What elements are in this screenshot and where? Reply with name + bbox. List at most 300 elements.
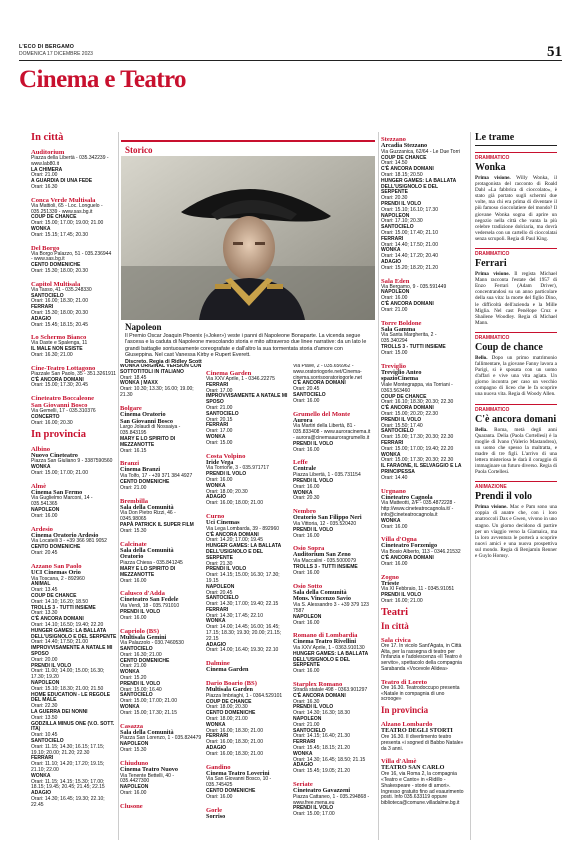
film-title: WONKA ORIGINAL VERSION CON SOTTOTITOLI IN ITALIANO [120, 364, 202, 375]
venue-info: Piazza San Lorenzo, 1 - 035.824479 [120, 735, 202, 742]
venue-info: Via Palazzolo - 030.7460530 [120, 640, 184, 647]
showtimes: Orari: 15.30 [120, 527, 147, 534]
venue-name: Del Borgo [31, 244, 60, 252]
showtimes: Orari: 16.00; 20.30 [31, 419, 73, 426]
showtimes: Orari: 15.20; 18.20; 21.20 [381, 264, 438, 271]
venue-info: Via Vittoria, 12 - 035.520420 [293, 520, 357, 527]
review-genre: ANIMAZIONE [475, 481, 557, 490]
film-title: PRENDI IL VOLO [293, 440, 334, 447]
film-title: HOME EDUCATION - LE REGOLE DEL MALE [31, 691, 111, 704]
venue-name: Multisala Garden [206, 686, 253, 694]
showtimes: Orari: 16.00 [293, 397, 320, 404]
venue-info: Via XXV Aprile, 1 - 0363.910130 [293, 645, 365, 652]
venue-name: Sorriso [206, 812, 226, 820]
showtimes: Orari: 16.00; 18.30; 21.00 [31, 298, 88, 305]
showtimes: Orari: 15.00; 17.00 [293, 811, 335, 818]
showtimes: Orari: 18.15; 20.50 [381, 171, 423, 178]
showtimes: Orari: 16.30; 21.00 [31, 351, 73, 358]
featured-film-synopsis [125, 333, 371, 365]
venue-info: Ore 16, via Roma 2, la compagnia «Teatro e Canto» in «Ridillo - Shakespeare - storie di amori». Ingresso gratuito fino ad esaurimento posti. Info 035.633119 oppure biblioteca@comune.villadalme.bg.it [381, 771, 464, 807]
film-title: NAPOLEON [381, 289, 410, 296]
showtimes: Orari: 14.15; 15.00; 16.30; 17.30; 19.15 [206, 572, 280, 584]
film-title: FERRARI [31, 755, 54, 762]
city-name: Torre Boldone [381, 319, 422, 327]
venue-name: Auditorium [31, 149, 65, 156]
showtimes: Orari: 16.00; 18.30; 21.00 [206, 750, 263, 757]
venue-name: Arcadia Stezzano [381, 142, 428, 149]
film-title: WONKA [206, 433, 226, 440]
venue-name: Auditorium San Zeno [293, 551, 351, 559]
review-rating: Prima visione. [475, 271, 515, 278]
showtimes: Orari: 15.00; 17.00; 21.00 [120, 698, 177, 705]
venue-info: Via Verdi, 18 - 035.791010 [120, 603, 180, 610]
showtimes: Orari: 16.00 [293, 483, 320, 490]
film-title: NAPOLEON [31, 507, 60, 514]
venue-info: Via Maccalini - 035.5000079 [293, 558, 357, 565]
venue-info: Via XI Febbraio, 11 - 0345.91051 [381, 586, 455, 593]
film-title: WONKA [31, 772, 51, 779]
venue-name: Sala della Comunità Mons. Vincenzo Savio [293, 588, 351, 603]
venue-name: TEATRO DEGLI STORTI [381, 727, 453, 735]
review-rating: Prima visione. [475, 175, 517, 181]
film-title: FERRARI [206, 422, 229, 429]
film-title: C'È ANCORA DOMANI [31, 616, 84, 623]
film-title: NAPOLEON [120, 784, 149, 791]
city-name: Capriolo (BS) [120, 627, 160, 635]
column-divider [378, 132, 379, 840]
venue-info: Via Toscana, 2 - 892960 [31, 575, 85, 582]
city-name: Brembilla [120, 497, 149, 505]
showtimes: Orari: 14.40; 17.20; 20.40 [381, 253, 438, 260]
film-title: CENTO DOMENICHE [120, 478, 170, 485]
category-heading: In città [31, 132, 64, 143]
film-title: COUP DE CHANCE [31, 593, 77, 600]
showtimes: Orari: 14.30; 16.30; 18.30 [293, 710, 350, 717]
city-name: Curno [206, 512, 225, 520]
film-title: PRENDI IL VOLO [293, 526, 334, 533]
city-name: Villa d'Almè [381, 758, 417, 766]
showtimes: Orari: 15.00; 17.30; 20.30; 22.30 [381, 457, 454, 464]
showtimes: Orari: 15.00 [381, 349, 408, 356]
film-title: PRENDI IL VOLO [293, 704, 334, 711]
film-title: CENTO DOMENICHE [120, 657, 170, 664]
review-genre: DRAMMATICO [475, 332, 557, 341]
showtimes: Orari: 16.00 [293, 532, 320, 539]
venue-name: Sala della Comunità [120, 728, 174, 736]
reviews-sidebar [475, 132, 557, 840]
sidebar-title: Le trame [475, 132, 557, 146]
city-name: Bolgare [120, 404, 142, 412]
listings-column-3 [206, 364, 291, 840]
showtimes: Orari: 15.10; 16.10; 17.30 [381, 206, 438, 213]
showtimes: Orari: 15.00; 17.30; 20.45 [31, 382, 88, 389]
review-text: Prima visione. Il regista Michael Mann racconta l'estate del 1957 di Enzo Ferrari (Adam Driver), concentrandosi su un anno particolare della sua vita: la morte del figlio Dino, le difficoltà dell'azienda e la Mille Miglia. Nel cast Penélope Cruz e Shailene Woodley. Regia di Michael Mann. [475, 271, 557, 326]
film-title: COUP DE CHANCE [206, 698, 252, 705]
review-title: Wonka [475, 162, 506, 173]
film-title: COUP DE CHANCE [31, 214, 77, 221]
showtimes: Orari: 20.45 [293, 386, 320, 393]
review-title: Ferrari [475, 258, 507, 270]
film-title: MARY E LO SPIRITO DI MEZZANOTTE [120, 435, 176, 448]
review-text: Prima visione. Mac e Pam sono una coppia di anatre che, con i loro anatroccoli Dax e Gwen, vivono in uno stagno. Un giorno decidono di partire per un viaggio verso la Giamaica, ma la loro avventura le porterà a scoprire nuovi amici e una nuova prospettiva sul mondo. Regia di Benjamin Renner e Guylo Homsy. [475, 504, 557, 560]
venue-info: Strada statale 498 - 0363.901297 [293, 687, 368, 694]
showtimes: Orari: 20.45 [31, 550, 58, 557]
showtimes: Orari: 15.45; 19.05; 21.20 [293, 768, 350, 775]
venue-name: UCI Cinemas Orio [31, 568, 81, 576]
film-title: CENTO DOMENICHE [206, 788, 256, 795]
venue-info: Via Locatelli 3 - +39 366 981 9052 [31, 538, 107, 545]
showtimes: Orari: 15.00; 17.00; 21.00 [31, 469, 88, 476]
film-title: SANTOCIELO [120, 692, 153, 699]
review-genre: DRAMMATICO [475, 152, 557, 161]
film-title: C'È ANCORA DOMANI [381, 166, 434, 173]
film-title: SANTOCIELO [120, 646, 153, 653]
showtimes: Orari: 15.00; 20.20; 22.30 [381, 411, 438, 418]
venue-name: Trieste [381, 579, 400, 587]
city-name: Casazza [120, 722, 144, 730]
city-name: Chiuduno [120, 759, 149, 767]
city-name: Gandino [206, 763, 231, 771]
city-name: Almè [31, 482, 47, 490]
film-title: SANTOCIELO [31, 292, 64, 299]
showtimes: Orari: 20.30 [293, 495, 320, 502]
showtimes: Orari: 16.00 [120, 614, 147, 621]
venue-info: Via Bosio Alberto, 113 - 0346.21532 [381, 549, 461, 556]
showtimes: Orari: 16.10; 18.30; 20.30; 22.30 [381, 399, 454, 406]
showtimes: Orari: 16.00 [293, 619, 320, 626]
showtimes: Orari: 20.15 [206, 416, 233, 423]
showtimes: Orari: 20.45 [206, 589, 233, 596]
showtimes: Orari: 20.30 [381, 195, 408, 202]
showtimes: Orari: 15.45; 18.15; 21.20 [293, 745, 350, 752]
showtimes: Orari: 21.00 [381, 306, 408, 313]
venue-info: Via Tenente Bettelli, 40 - 035.4427300 [120, 772, 175, 785]
film-title: WONKA [31, 464, 51, 471]
venue-name: Lo Schermo Bianco [31, 334, 87, 342]
film-title: CENTO DOMENICHE [206, 710, 256, 717]
review-text: Bello. Dopo un primo matrimonio fallimentare, la giovane Fanny lavora a Parigi, si è sposata con un uomo d'affari e vive una vita agiata. Un giorno incontra per caso un vecchio compagno di liceo che le fa scoprire una nuova vita. Regia di Woody Allen. [475, 354, 557, 398]
city-name: Albino [31, 445, 51, 453]
showtimes: Orari: 15.00; 17.00; 19.00; 21.00 [31, 220, 104, 227]
city-name: Branzi [120, 460, 140, 468]
showtimes: Orari: 15.00; 17.40; 21.10 [381, 229, 438, 236]
venue-name: Conca Verde Multisala [31, 196, 96, 204]
city-name: Osio Sotto [293, 582, 323, 590]
film-title: PRENDI IL VOLO [31, 662, 72, 669]
film-title: WONKA [120, 669, 140, 676]
showtimes: Orari: 16.00 [381, 560, 408, 567]
showtimes: Orari: 21.00 [31, 172, 58, 179]
city-name: Nembro [293, 508, 316, 516]
venue-info: Via Tolfo, 17 - +39 371 384 4927 [120, 473, 193, 480]
film-title: WONKA [206, 618, 226, 625]
showtimes: Orari: 16.00; 18.30; 21.00 [206, 727, 263, 734]
showtimes: Orari: 16.00; 21.00 [381, 598, 423, 604]
showtimes: Orari: 13.30 [31, 610, 58, 617]
film-title: COUP DE CHANCE [381, 393, 427, 400]
city-name: Costa Volpino [206, 452, 246, 460]
city-name: Grumello del Monte [293, 410, 351, 418]
showtimes: Orari: 16.30 [293, 698, 320, 705]
showtimes: Orari: 21.30 [206, 560, 233, 567]
venue-info: Piazza Chiesa - 035.841245 [120, 560, 183, 567]
featured-film-photo [121, 156, 375, 320]
venue-name: Sala della Comunità Oratorio [120, 546, 174, 561]
film-title: SANTOCIELO [293, 727, 326, 734]
film-title: HUNGER GAMES: LA BALLATA DELL'USIGNOLO E DEL SERPENTE [381, 177, 456, 196]
showtimes: Orari: 15.15; 17.45; 20.30 [31, 231, 88, 238]
film-title: WONKA [293, 489, 313, 496]
showtimes: Orari: 14.50 [381, 160, 408, 167]
film-title: PRENDI IL VOLO [120, 608, 161, 615]
film-title: IL MALE NON ESISTE [31, 346, 83, 353]
showtimes: Orari: 16.00 [381, 295, 408, 302]
showtimes: Orari: 15.00 [206, 439, 233, 446]
venue-info: Piazza Libertà, 1 - 035.731154 [293, 472, 361, 479]
header-rule [19, 60, 562, 61]
venue-name: Centrale [293, 465, 317, 473]
film-title: WONKA [206, 482, 226, 489]
film-title: LA CHIMERA [31, 166, 63, 173]
showtimes: Orari: 14.00; 14.45; 16.00; 16.45; 17.15; 18.30; 19.30; 20.00; 21.15; 22.15 [206, 624, 282, 642]
showtimes: Orari: 14.30; 17.45; 22.10 [206, 612, 263, 619]
film-title: WONKA [381, 451, 401, 458]
listings-column-2 [120, 364, 204, 840]
showtimes: Orari: 15.30 [120, 747, 147, 754]
showtimes: Orari: 17.10; 20.30 [381, 218, 423, 225]
venue-name: Cinema Garden [206, 370, 252, 377]
film-title: WONKA [31, 225, 51, 232]
venue-info: Via Daste e Spalenga, 11 [31, 340, 88, 347]
venue-info: Piazza San Giuliano 9 - 3387590560 [31, 458, 113, 465]
showtimes: Orari: 15.00; 16.40 [120, 686, 162, 693]
venue-name: Teatro di Loreto [381, 678, 428, 686]
showtimes: Orari: 16.30 [31, 183, 58, 190]
showtimes: Orari: 21.00 [293, 721, 320, 728]
film-title: ADAGIO [293, 762, 313, 769]
film-title: CONCERTO [31, 413, 60, 420]
page-header [19, 0, 562, 93]
venue-info: Via Gemelli, 17 - 035.310376 [31, 408, 96, 415]
film-title: SANTOCIELO [381, 428, 414, 435]
film-title: MARY E LO SPIRITO DI MEZZANOTTE [120, 565, 176, 578]
city-name: Urgnano [381, 487, 406, 495]
film-title: WONKA [206, 721, 226, 728]
film-title: NAPOLEON [293, 613, 322, 620]
review-title: Prendi il volo [475, 491, 533, 503]
film-title: PRENDI IL VOLO [206, 471, 247, 478]
showtimes: Orari: 14.30; 16.45; 19.30; 22.10; 22.45 [31, 795, 105, 808]
venue-info: Via Guglielmo Marconi, 14 - 035.541365 [31, 495, 93, 508]
listings-column-1 [31, 130, 117, 840]
showtimes: Orari: 16.00 [206, 476, 233, 483]
showtimes: Orari: 21.00 [206, 404, 233, 411]
newspaper-name: L'ECO DI BERGAMO [19, 44, 75, 50]
film-title: ANIMAL [31, 581, 51, 588]
film-title: WONKA [120, 704, 140, 711]
film-title: PRENDI IL VOLO [381, 200, 422, 207]
film-title: HUNGER GAMES: LA BALLATA DELL'USIGNOLO E DEL SERPENTE [31, 627, 117, 640]
film-title: NAPOLEON [206, 583, 235, 590]
venue-name: Cine-Teatro Lottagono [31, 364, 96, 372]
venue-info: Largo Jolaudi di Nossaiya - 035.843195 [120, 424, 181, 437]
film-title: FERRARI [293, 739, 316, 746]
category-heading: In provincia [381, 705, 429, 716]
city-name: Zogno [381, 573, 399, 581]
venue-info: Ore 17. In vicolo Sant'Agata, in Città Alta, per la rassegna di teatro per l'infanzia e l'adolescenza «Il Teatro è servito», spettacolo della compagnia Sarabanda «Vocevole Alidea» [381, 642, 463, 672]
column-divider [470, 132, 471, 840]
film-title: SANTOCIELO [206, 410, 239, 417]
venue-name: Cinema Garden [206, 666, 249, 674]
film-title: FERRARI [206, 606, 229, 613]
film-title: FERRARI [381, 440, 404, 447]
city-name: Stezzano [381, 136, 406, 143]
venue-info: Via Tasso, 41 - 035.248330 [31, 286, 92, 293]
film-title: SANTOCIELO [206, 595, 239, 602]
film-title: NAPOLEON [293, 716, 322, 723]
venue-info: Via Matteotti, 2/F - 035.4872228 - http://www.cineteatrocagnola.it/ - info@cineteatrocagnola.it [381, 500, 456, 519]
city-name: Alzano Lombardo [381, 721, 433, 729]
showtimes: Orari: 16.00; 18.30; 21.00 [206, 739, 263, 746]
venue-info: Via XXV Aprile, 1 - 0346.22275 [206, 376, 275, 382]
showtimes: Orari: 11.10; 14.20; 17.20; 19.15; 21.10; 22.00 [31, 761, 105, 773]
venue-name: Cinema Oratorio Ardesio [31, 531, 99, 539]
showtimes: Orari: 15.00; 17.00; 19.40; 22.20 [381, 445, 454, 452]
listings-column-4 [293, 364, 376, 840]
showtimes: Orari: 14.15; 16.40; 21.30 [293, 733, 350, 740]
synopsis-rating: Discreto. Regia di Ridley Scott [125, 358, 202, 365]
film-title: WONKA [381, 247, 401, 254]
film-title: TROLLS 3 - TUTTI INSIEME [293, 563, 358, 570]
venue-info: Via Don Pietro Rizzi, 46 - 0345.98065 [120, 510, 176, 523]
film-title: C'È ANCORA DOMANI [293, 380, 346, 387]
showtimes: Orari: 18.00; 20.30 [206, 704, 248, 711]
venue-info: Via Santa Margherita, 2 - 035.340294 [381, 332, 437, 345]
review-text: Prima visione. Willy Wonka, il protagonista del racconto di Roald Dahl «La fabbrica di cioccolato», è stato già portato sugli schermi due volte, ma chi era prima di diventare il più famoso cioccolatiere del mondo? Il giovane Wonka sogna di aprire un negozio nella città che vanta la più celebre tradizione dolciaria, ma dovrà vedersela con un cartello di cioccolatai senza scrupoli. Regia di Paul King. [475, 175, 557, 242]
listings-column-5 [381, 130, 465, 840]
venue-name: Capitol Multisala [31, 280, 81, 288]
showtimes: Orari: 14.30; 17.00; 19.40; 22.15 [206, 601, 279, 608]
film-title: SANTOCIELO [381, 224, 414, 231]
city-name: Dalmine [206, 660, 230, 668]
venue-name: Cineteatro Cagnola [381, 493, 433, 501]
synopsis-text: Il Premio Oscar Joaquin Phoenix («Joker») veste i panni di Napoleone Bonaparte. La vicenda segue l'ascesa e la caduta di Napoleone mescolando storia e mito attraverso due linee narrative: da un lato le grandi battaglie sontuosamente coreografate e dall'altro la sua tormentata storia d'amore con Giuseppina. Nel cast Vanessa Kirby e Rupert Everett. [125, 333, 367, 359]
film-title: HUNGER GAMES: LA BALLATA DELL'USIGNOLO E DEL SERPENTE [206, 543, 281, 561]
film-title: C'È ANCORA DOMANI [31, 376, 84, 383]
showtimes: Orari: 13.50 [31, 714, 58, 721]
film-title: IMPROVVISAMENTE A NATALE MI SPOSO [206, 393, 288, 406]
featured-label: Storico [125, 145, 153, 155]
showtimes: Orari: 18.45 [120, 374, 147, 381]
showtimes: Orari: 14.40; 17.50; 21.00 [381, 241, 438, 248]
venue-info: Via S. Alessandro 3 - +39 379 123 7587 [293, 602, 369, 614]
showtimes: Orari: 10.45 [31, 732, 58, 739]
showtimes: Orari: 14.40 [381, 474, 408, 481]
film-title: IMPROVVISAMENTE A NATALE MI SPOSO [31, 645, 113, 658]
category-heading: In provincia [31, 428, 86, 440]
film-title: C'È ANCORA DOMANI [293, 692, 346, 699]
city-name: Gorle [206, 806, 223, 814]
film-title: C'È ANCORA DOMANI [381, 300, 434, 307]
film-title: PRENDI IL VOLO [206, 566, 247, 573]
napoleon-portrait-illustration [121, 156, 375, 320]
review-genre: DRAMMATICO [475, 404, 557, 413]
venue-name: Iride Vega [206, 458, 234, 466]
film-title: LA GUERRA DEI NONNI [31, 708, 88, 715]
film-title: ADAGIO [206, 494, 226, 501]
film-title: WONKA | MAXX [120, 380, 158, 387]
film-title: ADAGIO [31, 790, 51, 797]
film-title: HUNGER GAMES: LA BALLATA DELL'USIGNOLO E DEL SERPENTE [293, 650, 368, 669]
showtimes: Orari: 16.30; 21.00 [120, 651, 162, 658]
film-title: FERRARI [31, 304, 54, 311]
showtimes: Orari: 14.30; 16.45; 18.50; 21.15 [293, 756, 366, 763]
showtimes: Orari: 14.10; 16.20; 18.50 [31, 598, 88, 605]
city-name: Treviglio [381, 362, 407, 370]
venue-name: Cinema San Fermo [31, 488, 83, 496]
showtimes: Orari: 14.20; 17.00; 19.45 [206, 537, 263, 544]
venue-info: Via Lega Lombarda, 39 - 892960 [206, 525, 280, 532]
review-genre: DRAMMATICO [475, 248, 557, 257]
venue-info: Via Torrione, 3 - 035.971717 [206, 465, 269, 472]
film-title: A GUARDIA DI UNA FEDE [31, 178, 93, 185]
venue-name: Sala Eden [381, 277, 410, 285]
showtimes: Orari: 11.00; 14.00; 15.00; 16.30; 17.30; 19.20 [31, 668, 105, 681]
venue-name: Cineteatro Forzenigo [381, 542, 438, 550]
film-title: ADAGIO [206, 641, 226, 648]
review-text: Bella. Roma, metà degli anni Quaranta. Delia (Paola Cortellesi) è la moglie di Ivano (Valerio Mastandrea), un uomo che spesso la maltratta, e madre di tre figli. L'arrivo di una lettera misteriosa le darà il coraggio di immaginare un futuro diverso. Regia di Paola Cortellesi. [475, 426, 557, 476]
venue-name: Treviglio Anteo spazioCinema [381, 368, 422, 383]
showtimes: Orari: 16.00 [206, 793, 233, 800]
film-title: NAPOLEON [120, 741, 149, 748]
showtimes: Orari: 16.00 [293, 446, 320, 453]
review-rating: Bello. [475, 354, 492, 361]
review-title: Coup de chance [475, 341, 543, 353]
showtimes: Orari: 14.10; 16.50; 19.40; 22.20 [31, 622, 104, 629]
film-title: PRENDI IL VOLO [293, 805, 334, 812]
film-title: SANTOCIELO [31, 737, 64, 744]
venue-name: TEATRO SAN CARLO [381, 764, 445, 772]
page-number: 51 [547, 44, 562, 60]
city-name: Leffe [293, 459, 308, 467]
film-title: PRENDI IL VOLO [381, 592, 422, 599]
film-title: TROLLS 3 - TUTTI INSIEME [31, 604, 96, 611]
showtimes: Orari: 16.00 [120, 577, 147, 584]
showtimes: Orari: 16.00 [31, 512, 58, 519]
showtimes: Orari: 15.45; 18.15; 20.45 [31, 321, 88, 328]
city-name: Romano di Lombardia [293, 632, 358, 640]
film-title: FERRARI [206, 381, 229, 388]
showtimes: Orari: 15.30; 18.00; 20.30 [31, 267, 88, 274]
film-title: ADAGIO [206, 745, 226, 752]
venue-name: Aurora [293, 416, 313, 424]
city-name: Osio Sopra [293, 545, 325, 553]
venue-info: Via San Giovanni Bosco, 10 - 035.745425 [206, 776, 272, 789]
film-title: ADAGIO [381, 258, 401, 265]
showtimes: Orari: 13.45 [31, 587, 58, 594]
review-rating: Bella. [475, 426, 495, 433]
film-title: WONKA [293, 750, 313, 757]
category-heading: Teatri [381, 606, 409, 618]
city-name: Calcinate [120, 540, 147, 548]
venue-info: Via Guzzanica, 62/64 - Le Due Torri [381, 148, 461, 155]
city-name: Ardesio [31, 525, 53, 533]
section-title: Cinema e Teatro [19, 66, 186, 93]
film-title: C'È ANCORA DOMANI [206, 531, 259, 538]
film-title: SANTOCIELO [293, 391, 326, 398]
showtimes: Via Piave, 2 - 035.656962 - www.oratoriogorle.net/Cinema-cinema.sorrisooratoriogorle.net [293, 364, 362, 381]
venue-name: Cineteatro Gavazzeni [293, 787, 351, 795]
